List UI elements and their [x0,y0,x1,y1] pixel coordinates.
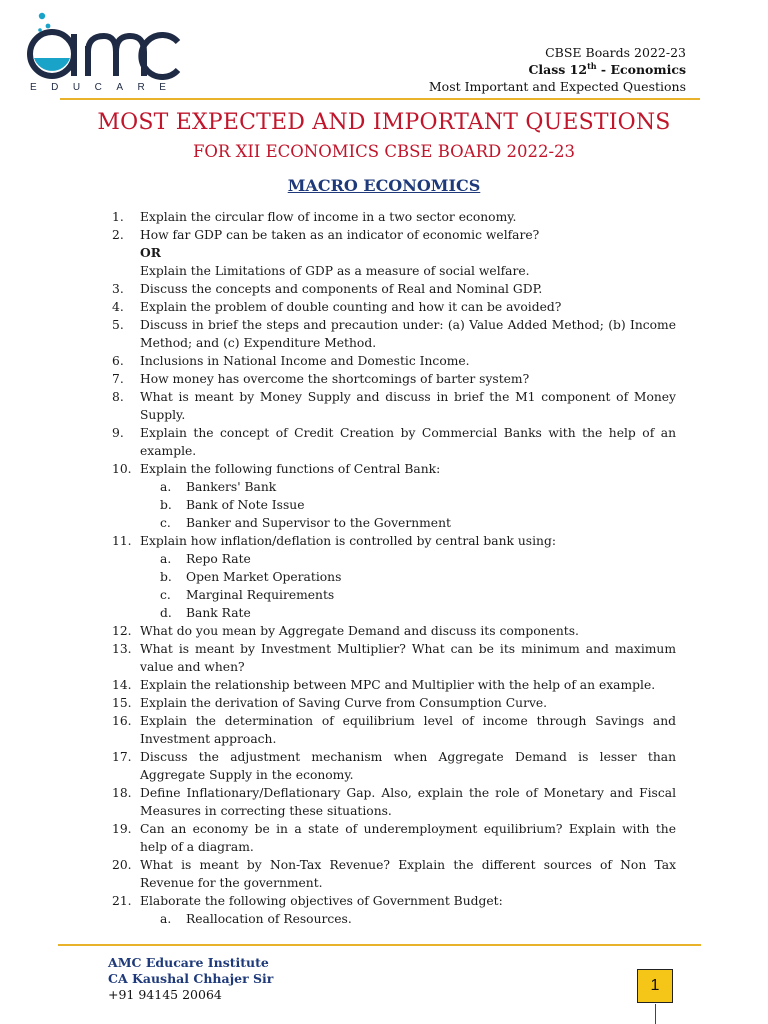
page-marker-line [655,1004,656,1024]
footer-contact [108,955,273,1003]
question-item: 5. Discuss in brief the steps and precaution under: (a) Value Added Method; (b) Income Method; and (c) Expenditure Method. [112,318,676,350]
sub-item: b. Open Market Operations [160,570,342,584]
amc-educare-logo [26,6,186,96]
question-item: 17. Discuss the adjustment mechanism when Aggregate Demand is lesser than Aggregate Supply in the economy. [112,750,676,782]
question-item: 9. Explain the concept of Credit Creation by Commercial Banks with the help of an example. [112,426,676,458]
question-item: 4. Explain the problem of double counting and how it can be avoided? [112,300,562,314]
question-item: 19. Can an economy be in a state of underemployment equilibrium? Explain with the help of a diagram. [112,822,676,854]
sub-item: a. Bankers' Bank [160,480,277,494]
question-item: 7. How money has overcome the shortcomings of barter system? [112,372,530,386]
question-item: 13. What is meant by Investment Multiplier? What can be its minimum and maximum value and when? [112,642,676,674]
section-title: MACRO ECONOMICS [287,176,481,195]
sub-item: c. Banker and Supervisor to the Government [160,516,451,530]
question-list [108,208,676,928]
or-separator: OR [140,245,161,260]
question-item: 3. Discuss the concepts and components of Real and Nominal GDP. [112,282,543,296]
question-item: Explain the Limitations of GDP as a measure of social welfare. [140,264,530,278]
question-item: 15. Explain the derivation of Saving Curve from Consumption Curve. [112,696,548,710]
sub-item: c. Marginal Requirements [160,588,335,602]
question-item: 6. Inclusions in National Income and Domestic Income. [112,354,470,368]
question-item: 21. Elaborate the following objectives of Government Budget: [112,894,503,908]
question-item: 18. Define Inflationary/Deflationary Gap. Also, explain the role of Monetary and Fiscal Measures in correcting these situations. [112,786,676,818]
page-number: 1 [637,969,673,1003]
question-item: 1. Explain the circular flow of income in a two sector economy. [112,210,517,224]
sub-item: b. Bank of Note Issue [160,498,305,512]
footer-teacher: CA Kaushal Chhajer Sir [108,971,274,986]
header-board: CBSE Boards 2022-23 [545,45,686,60]
footer-phone: +91 94145 20064 [108,987,222,1002]
header-info [429,44,686,95]
question-item: 20. What is meant by Non-Tax Revenue? Explain the different sources of Non Tax Revenue for the government. [112,858,676,890]
footer-institute: AMC Educare Institute [108,955,269,970]
header-class: Class 12th - Economics [528,60,686,77]
question-item: 2. How far GDP can be taken as an indicator of economic welfare? [112,228,540,242]
question-item: 14. Explain the relationship between MPC and Multiplier with the help of an example. [112,678,656,692]
header-rule [60,98,700,100]
question-item: 16. Explain the determination of equilibrium level of income through Savings and Investment approach. [112,714,676,746]
question-item: 12. What do you mean by Aggregate Demand and discuss its components. [112,624,579,638]
question-item: 8. What is meant by Money Supply and discuss in brief the M1 component of Money Supply. [112,390,676,422]
question-item: 11. Explain how inflation/deflation is controlled by central bank using: [112,534,556,548]
sub-item: a. Repo Rate [160,552,251,566]
header-subject-note: Most Important and Expected Questions [428,79,686,94]
footer-rule [58,944,701,946]
question-item: 10. Explain the following functions of Central Bank: [112,462,441,476]
logo-subtext: EDUCARE [30,82,181,93]
sub-item: a. Reallocation of Resources. [160,912,352,926]
page-title: MOST EXPECTED AND IMPORTANT QUESTIONS [97,110,671,135]
page-subtitle: FOR XII ECONOMICS CBSE BOARD 2022-23 [192,142,576,161]
sub-item: d. Bank Rate [160,606,251,620]
